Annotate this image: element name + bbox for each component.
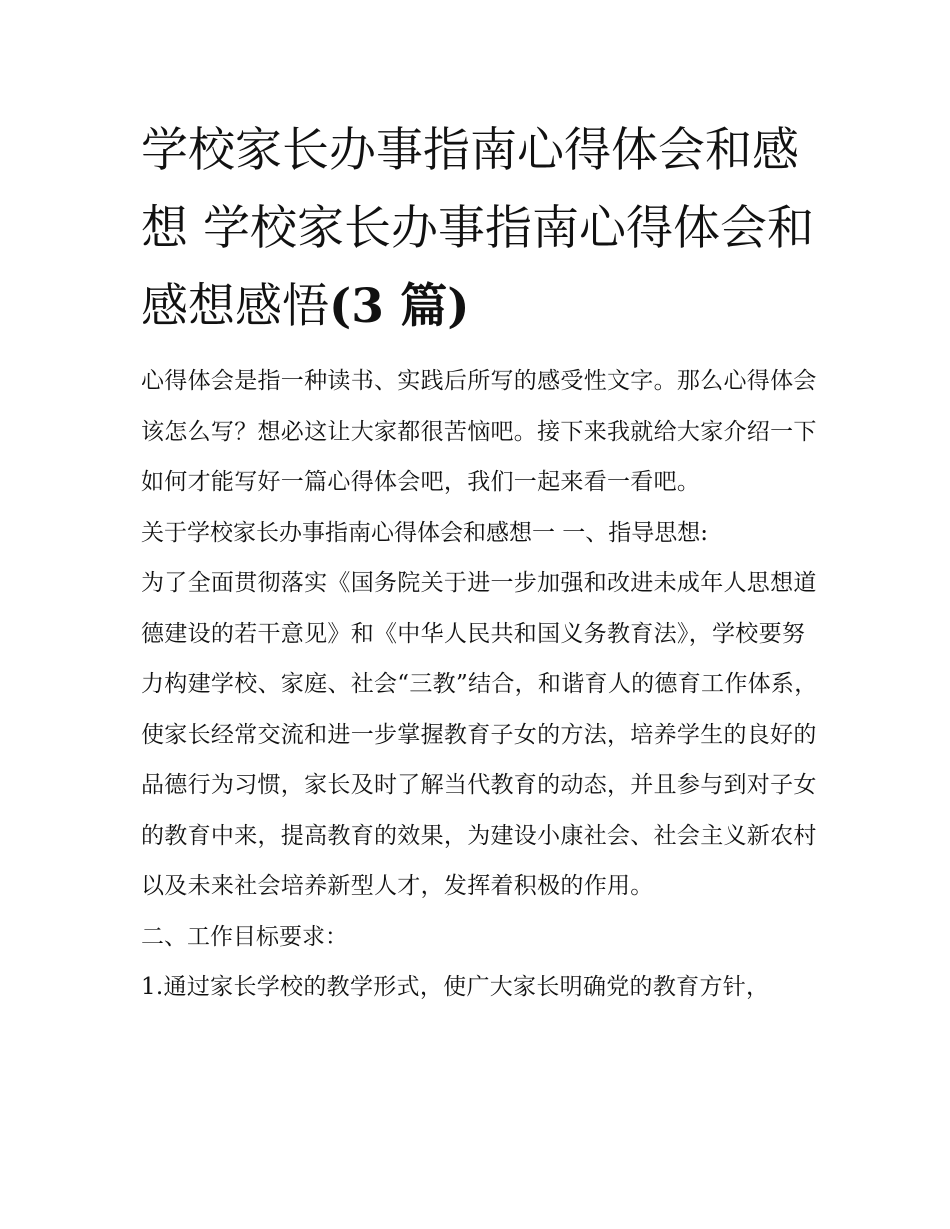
document-title [141,112,821,346]
title-text: 学校家长办事指南心得体会和感想 学校家长办事指南心得体会和感想感悟 [141,123,814,334]
list-item: 1.通过家长学校的教学形式，使广大家长明确党的教育方针， [141,974,770,1000]
document-page [141,112,821,1013]
section1-paragraph: 为了全面贯彻落实《国务院关于进一步加强和改进未成年人思想道德建设的若干意见》和《中华人民共和国义务教育法》，学校要努力构建学校、家庭、社会“三教”结合，和谐育人的德育工作体系，使家长经常交流和进一步掌握教育子女的方法，培养学生的良好的品德行为习惯，家长及时了解当代教育的动态，并且参与到对子女的教育中来，提高教育的效果，为建设小康社会、社会主义新农村以及未来社会培养新型人才，发挥着积极的作用。 [141,570,818,899]
title-count: (3 篇) [329,279,470,334]
section2-heading: 二、工作目标要求： [141,923,348,950]
section1-heading: 关于学校家长办事指南心得体会和感想一 一、指导思想: [141,519,709,546]
intro-paragraph: 心得体会是指一种读书、实践后所写的感受性文字。那么心得体会该怎么写？想必这让大家都很苦恼吧。接下来我就给大家介绍一下如何才能写好一篇心得体会吧，我们一起来看一看吧。 [141,368,817,495]
